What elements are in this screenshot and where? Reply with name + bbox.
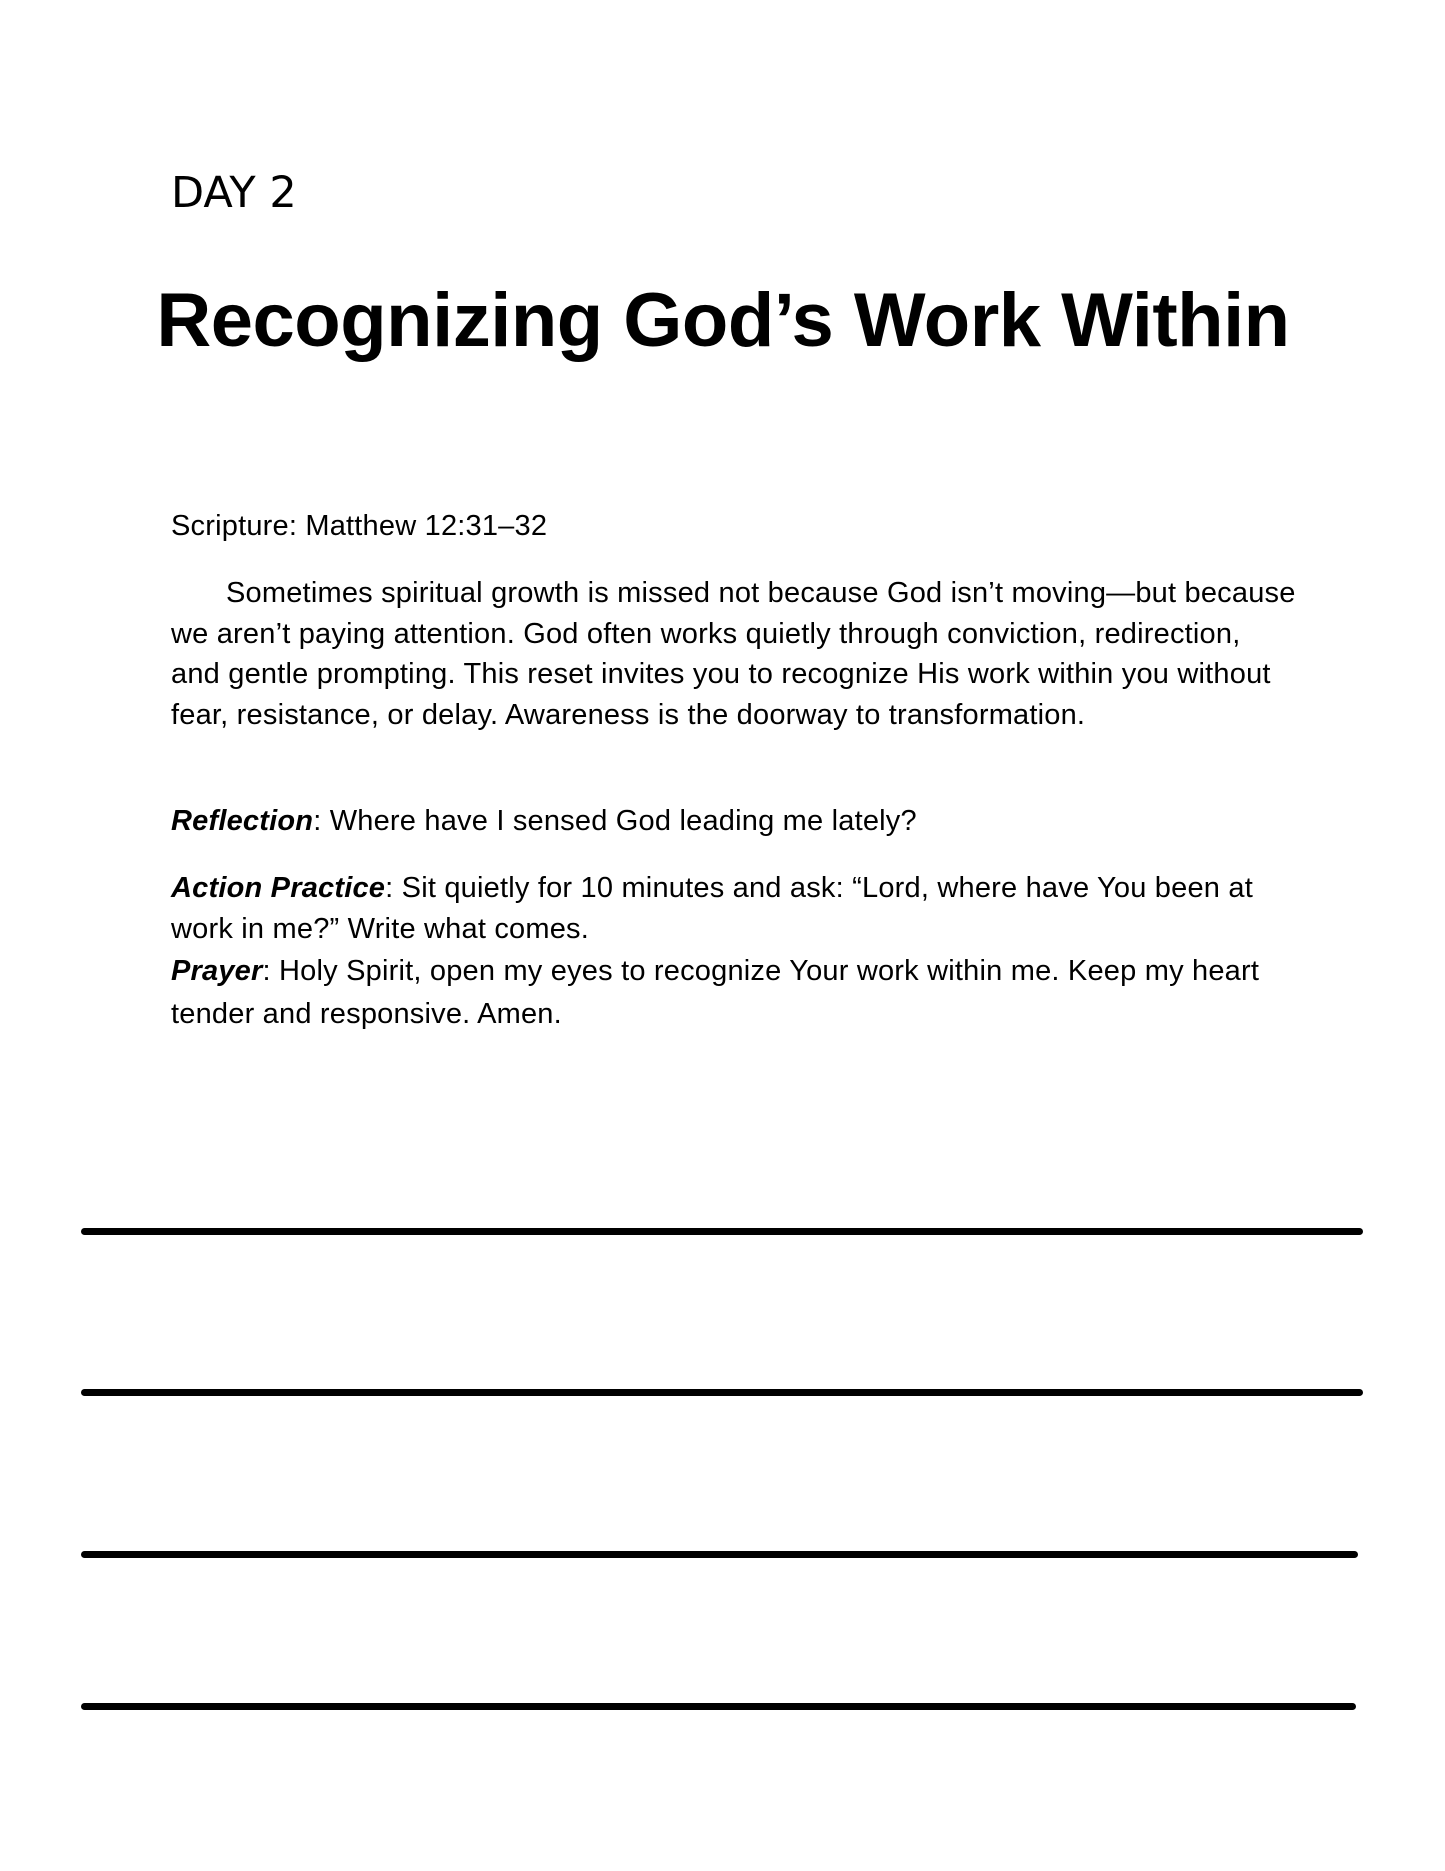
writing-line[interactable] [81,1551,1358,1558]
day-label: DAY 2 [171,168,297,218]
scripture-reference: Scripture: Matthew 12:31–32 [171,510,548,542]
prayer-text: : Holy Spirit, open my eyes to recognize Your work within me. Keep my heart tender and responsive. Amen. [171,955,1260,1030]
writing-line[interactable] [81,1389,1363,1396]
reflection-text: : Where have I sensed God leading me lately? [313,805,917,837]
reflection-section [171,801,1296,841]
action-practice-section [171,868,1296,950]
intro-paragraph: Sometimes spiritual growth is missed not because God isn’t moving—but because we aren’t paying attention. God often works quietly through conviction, redirection, and gentle prompting. This reset invites you to recognize His work within you without fear, resistance, or delay. Awareness is the doorway to transformation. [171,577,1296,731]
prayer-label: Prayer [171,955,263,987]
action-practice-text: : Sit quietly for 10 minutes and ask: “Lord, where have You been at work in me?” Write what comes. [171,872,1253,945]
prayer-section [171,950,1296,1036]
reflection-label: Reflection [171,805,314,837]
page-title: Recognizing God’s Work Within [156,278,1290,363]
action-practice-label: Action Practice [171,872,386,904]
writing-line[interactable] [81,1703,1356,1710]
writing-line[interactable] [81,1228,1363,1235]
